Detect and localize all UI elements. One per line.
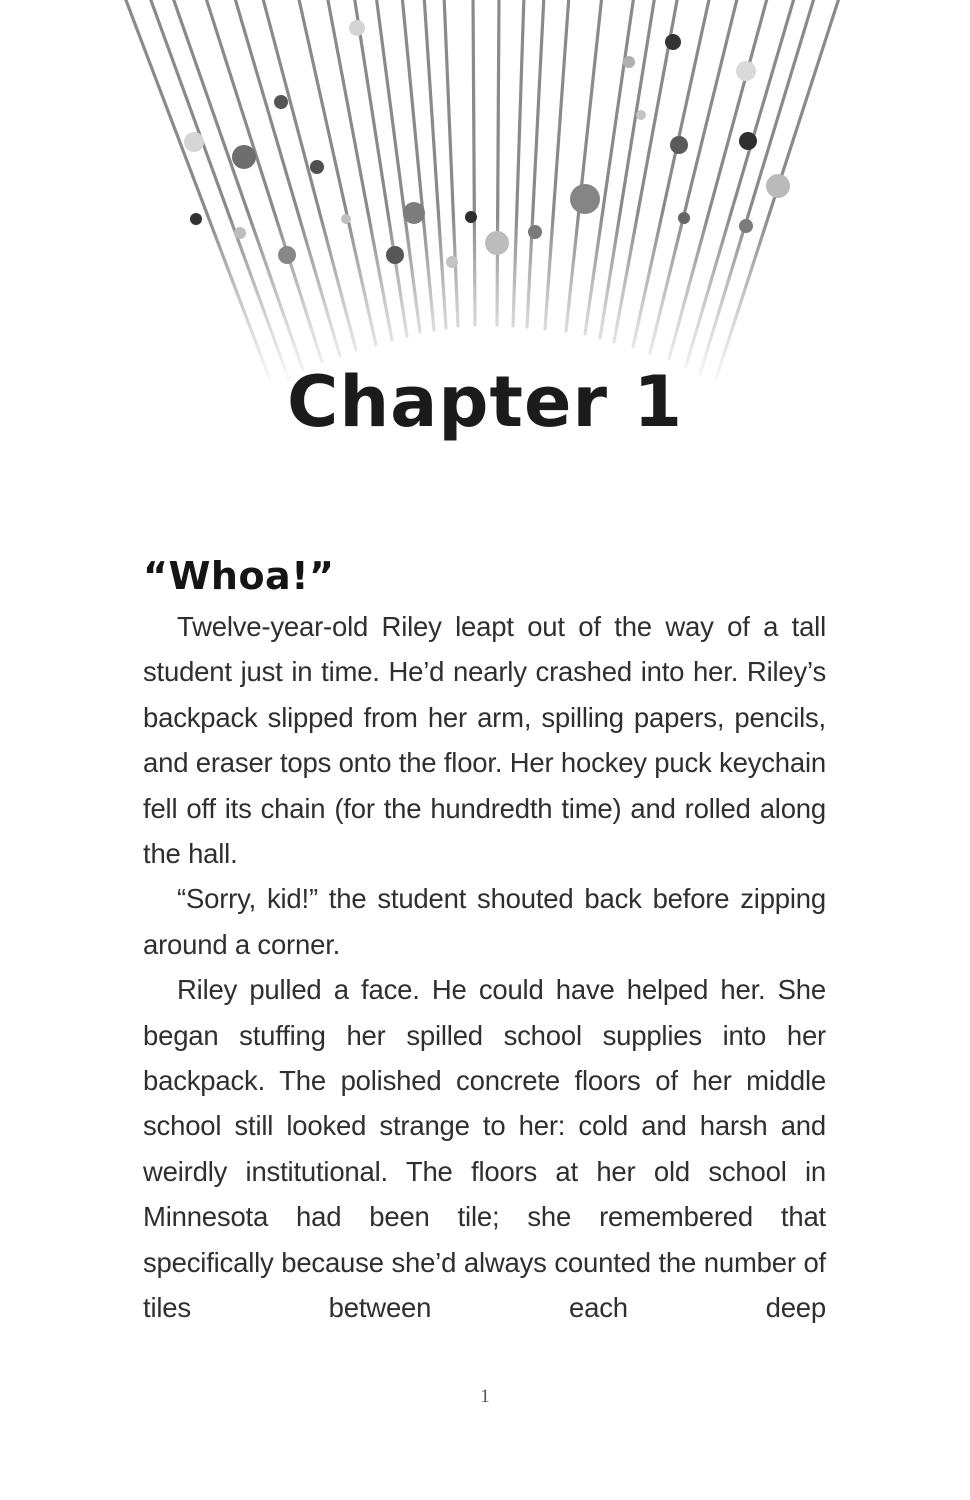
opening-dialogue: “Whoa!” bbox=[143, 554, 335, 598]
fan-line bbox=[527, 0, 544, 327]
bead-dot bbox=[766, 174, 790, 198]
fan-line bbox=[513, 0, 524, 326]
bead-dot bbox=[570, 184, 600, 214]
paragraph-2: “Sorry, kid!” the student shouted back before zipping around a corner. bbox=[143, 883, 826, 960]
fan-line bbox=[444, 0, 458, 326]
fan-line bbox=[234, 0, 340, 356]
fan-line bbox=[650, 0, 738, 353]
bead-dot bbox=[446, 256, 458, 268]
chapter-header-illustration bbox=[0, 0, 970, 400]
fan-line bbox=[545, 0, 569, 329]
bead-dot bbox=[528, 225, 542, 239]
bead-dot bbox=[190, 213, 202, 225]
bead-dot bbox=[739, 219, 753, 233]
bead-dot bbox=[403, 202, 425, 224]
fan-line bbox=[172, 0, 303, 370]
bead-dot bbox=[636, 110, 646, 120]
bead-dot bbox=[736, 61, 756, 81]
chapter-body bbox=[143, 548, 826, 1331]
bead-dot bbox=[234, 227, 246, 239]
fan-line bbox=[497, 0, 499, 325]
paragraph-1: Twelve-year-old Riley leapt out of the way of a tall student just in time. He’d nearly crashed into her. Riley’s backpack slipped from her arm, spilling papers, pencils, and eraser tops onto the floor. Her hockey puck keychain fell off its chain (for the hundredth time) and rolled along the hall. bbox=[143, 611, 826, 870]
bead-dot bbox=[278, 246, 296, 264]
bead-dot bbox=[232, 145, 256, 169]
bead-dot bbox=[349, 20, 365, 36]
bead-dot bbox=[341, 214, 351, 224]
beads bbox=[184, 20, 790, 268]
bead-dot bbox=[386, 246, 404, 264]
bead-dot bbox=[670, 136, 688, 154]
bead-dot bbox=[310, 160, 324, 174]
fan-line bbox=[669, 0, 768, 359]
fan-line bbox=[124, 0, 272, 385]
bead-dot bbox=[623, 56, 635, 68]
paragraph-3: Riley pulled a face. He could have helped her. She began stuffing her spilled school supplies into her backpack. The polished concrete floors of her middle school still looked strange to her: cold and harsh and weirdly institutional. The floors at her old school in Minnesota had been tile; she remembered that specifically because she’d always counted the number of tiles between each deep bbox=[143, 974, 826, 1324]
page-number: 1 bbox=[480, 1386, 490, 1407]
fan-line bbox=[424, 0, 446, 328]
fan-line bbox=[566, 0, 602, 331]
bead-dot bbox=[184, 132, 204, 152]
bead-dot bbox=[465, 211, 477, 223]
bead-dot bbox=[485, 231, 509, 255]
bead-dot bbox=[665, 34, 681, 50]
chapter-title: Chapter 1 bbox=[286, 361, 684, 443]
bead-dot bbox=[274, 95, 288, 109]
fanned-lines bbox=[124, 0, 840, 385]
bead-dot bbox=[678, 212, 690, 224]
fan-line bbox=[473, 0, 475, 325]
bead-dot bbox=[739, 132, 757, 150]
